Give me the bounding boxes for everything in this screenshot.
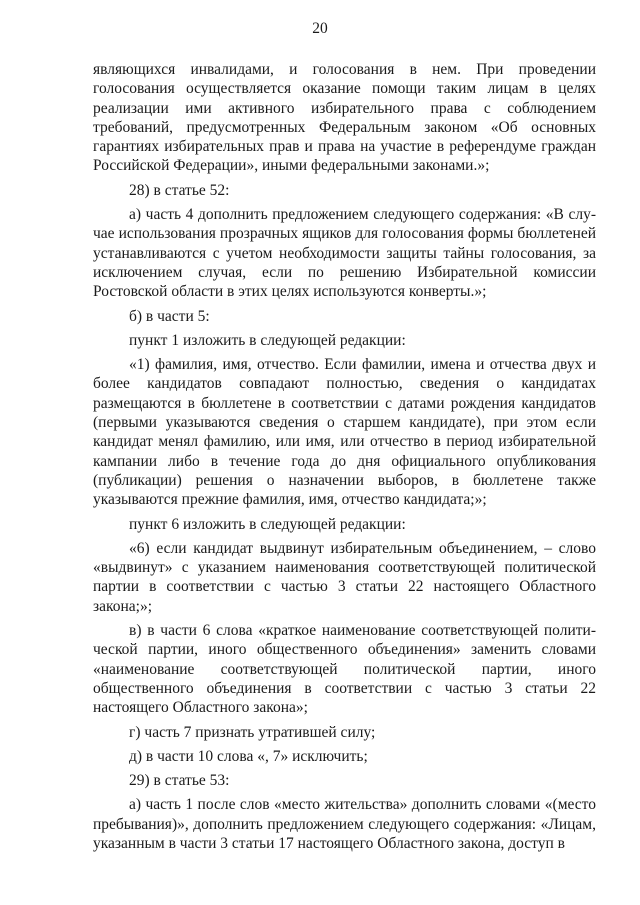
paragraph-item-28: 28) в статье 52: [129,181,230,199]
paragraph-subitem-g: г) часть 7 признать утратившей силу; [129,723,376,741]
paragraph-point-1-intro: пункт 1 изложить в следующей редакции: [129,331,406,349]
paragraph-item-29: 29) в статье 53: [129,772,230,790]
paragraph-point-6-intro: пункт 6 изложить в следующей редакции: [129,515,406,533]
paragraph-subitem-a-53: а) часть 1 после слов «место жительства» дополнить словами «(место пребывания)», дополнить предложением следующего содержания: «Лицам, указанным в части 3 статьи 17 настоящего Областного закона, доступ в [93,796,596,852]
paragraph-subitem-d: д) в части 10 слова «, 7» исключить; [129,747,368,765]
paragraph-point-1-text: «1) фамилия, имя, отчество. Если фамилии, имена и отчества двух и более кандидатов совпадают полностью, сведения о кандидатах размещаются в бюллетене в соответствии с датами рождения кандидатов (первыми указываются сведения о старшем кандидате), при этом если кандидат менял фамилию, или имя, или отчество в период избирательной кампании либо в течение года до дня официального опубликования (публикации) решения о назначении выборов, в бюллетене также указываются прежние фамилия, имя, отчество кандидата;»; [93,356,596,509]
paragraph-subitem-a: а) часть 4 дополнить предложением следующего содержания: «В случае использования прозрачных ящиков для голосования формы бюллетеней устанавливаются с учетом необходимости защиты тайны голосования, за исключением случая, если по решению Избирательной комиссии Ростовской области в этих целях используются конверты.»; [93,206,596,301]
document-body [93,60,596,858]
paragraph-subitem-b: б) в части 5: [129,307,210,325]
paragraph-continuation: являющихся инвалидами, и голосования в нем. При проведении голосования осуществляется оказание помощи таким лицам в целях реализации ими активного избирательного права с соблюдением требований, предусмотренных Федеральным законом «Об основных гарантиях избирательных прав и права на участие в референдуме граждан Российской Федерации», иными федеральными законами.»; [93,61,596,175]
paragraph-subitem-v: в) в части 6 слова «краткое наименование соответствующей политической партии, иного общественного объединения» заменить словами «наименование соответствующей политической партии, иного общественного объединения в соответствии с частью 3 статьи 22 настоящего Областного закона»; [93,622,596,717]
paragraph-point-6-text: «6) если кандидат выдвинут избирательным объединением, – слово «выдвинут» с указанием наименования соответствующей политической партии в соответствии с частью 3 статьи 22 настоящего Областного закона;»; [93,539,596,615]
page-number: 20 [312,20,328,37]
